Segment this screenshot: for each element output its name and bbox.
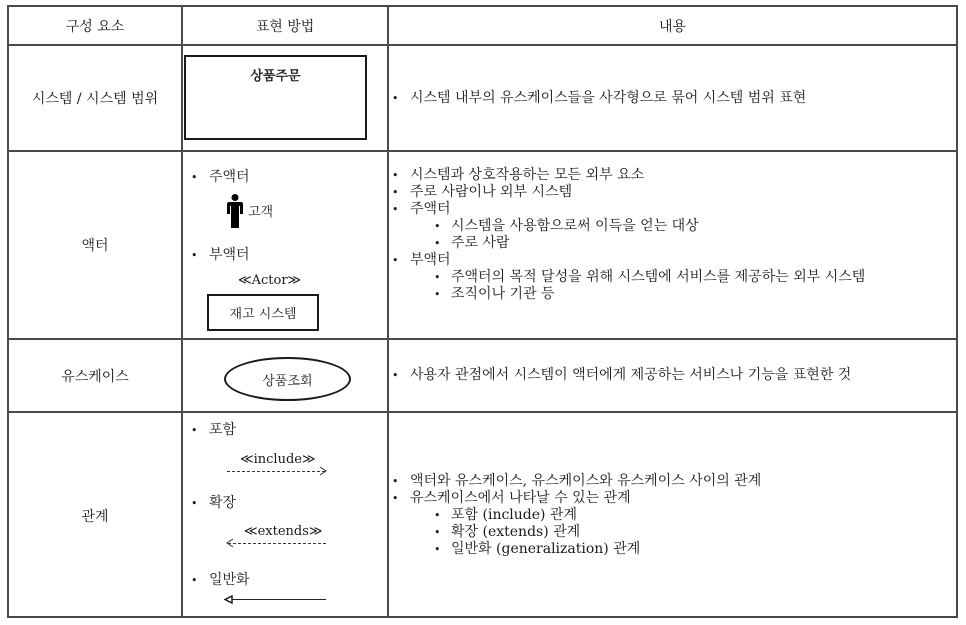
generalization-label: • 일반화 [209, 572, 250, 589]
usecase-ellipse: 상품조회 [224, 357, 351, 401]
row-usecase-content [389, 340, 956, 411]
content-item: • 액터와 유스케이스, 유스케이스와 유스케이스 사이의 관계 [389, 473, 761, 490]
generalization-arrow-line [231, 599, 326, 600]
row-actor-content [389, 167, 956, 337]
row-system-component: 시스템 / 시스템 범위 [31, 91, 159, 107]
row-usecase-component: 유스케이스 [61, 368, 129, 385]
content-item: • 유스케이스에서 나타날 수 있는 관계 [389, 490, 761, 507]
primary-actor-label: • 주액터 [209, 169, 250, 186]
include-arrow-line [227, 471, 325, 472]
content-subitem: • 시스템을 사용함으로써 이득을 얻는 대상 [389, 218, 865, 235]
usecase-components-table [7, 5, 958, 618]
divider [181, 7, 183, 616]
extend-arrow-line [228, 543, 326, 544]
hollow-triangle-arrowhead-icon [224, 595, 233, 604]
content-item: • 주로 사람이나 외부 시스템 [389, 184, 865, 201]
extend-stereotype: ≪extends≫ [244, 524, 323, 539]
secondary-actor-box: 재고 시스템 [207, 294, 319, 331]
include-label: • 포함 [209, 422, 236, 439]
content-list [389, 473, 761, 558]
content-item: • 주액터 [389, 201, 865, 218]
header-notation: 표현 방법 [255, 18, 315, 35]
content-list [389, 167, 865, 303]
system-name: 상품주문 [250, 69, 301, 84]
content-list [389, 367, 851, 384]
content-item: • 부액터 [389, 252, 865, 269]
row-relation-content [389, 413, 956, 618]
content-subitem: • 일반화 (generalization) 관계 [389, 541, 761, 558]
content-item: • 사용자 관점에서 시스템이 액터에게 제공하는 서비스나 기능을 표현한 것 [389, 367, 851, 384]
content-list [389, 90, 806, 107]
system-boundary-box [184, 55, 367, 140]
content-subitem: • 확장 (extends) 관계 [389, 524, 761, 541]
content-subitem: • 주로 사람 [389, 235, 865, 252]
person-icon [227, 194, 243, 228]
content-subitem: • 조직이나 기관 등 [389, 286, 865, 303]
actor-stereotype: ≪Actor≫ [238, 273, 302, 288]
content-item: • 시스템과 상호작용하는 모든 외부 요소 [389, 167, 865, 184]
content-subitem: • 포함 (include) 관계 [389, 507, 761, 524]
primary-actor-name: 고객 [248, 205, 274, 220]
extend-label: • 확장 [209, 495, 236, 512]
include-stereotype: ≪include≫ [240, 452, 316, 467]
row-actor-component: 액터 [81, 238, 109, 254]
header-component: 구성 요소 [65, 18, 125, 35]
content-item: • 시스템 내부의 유스케이스들을 사각형으로 묶어 시스템 범위 표현 [389, 90, 806, 107]
row-system-content [389, 46, 956, 150]
header-content: 내용 [658, 18, 687, 35]
open-arrowhead-icon [319, 466, 327, 476]
open-arrowhead-icon [226, 538, 234, 548]
secondary-actor-label: • 부액터 [209, 247, 250, 264]
content-subitem: • 주액터의 목적 달성을 위해 시스템에 서비스를 제공하는 외부 시스템 [389, 269, 865, 286]
row-relation-component: 관계 [81, 508, 109, 525]
